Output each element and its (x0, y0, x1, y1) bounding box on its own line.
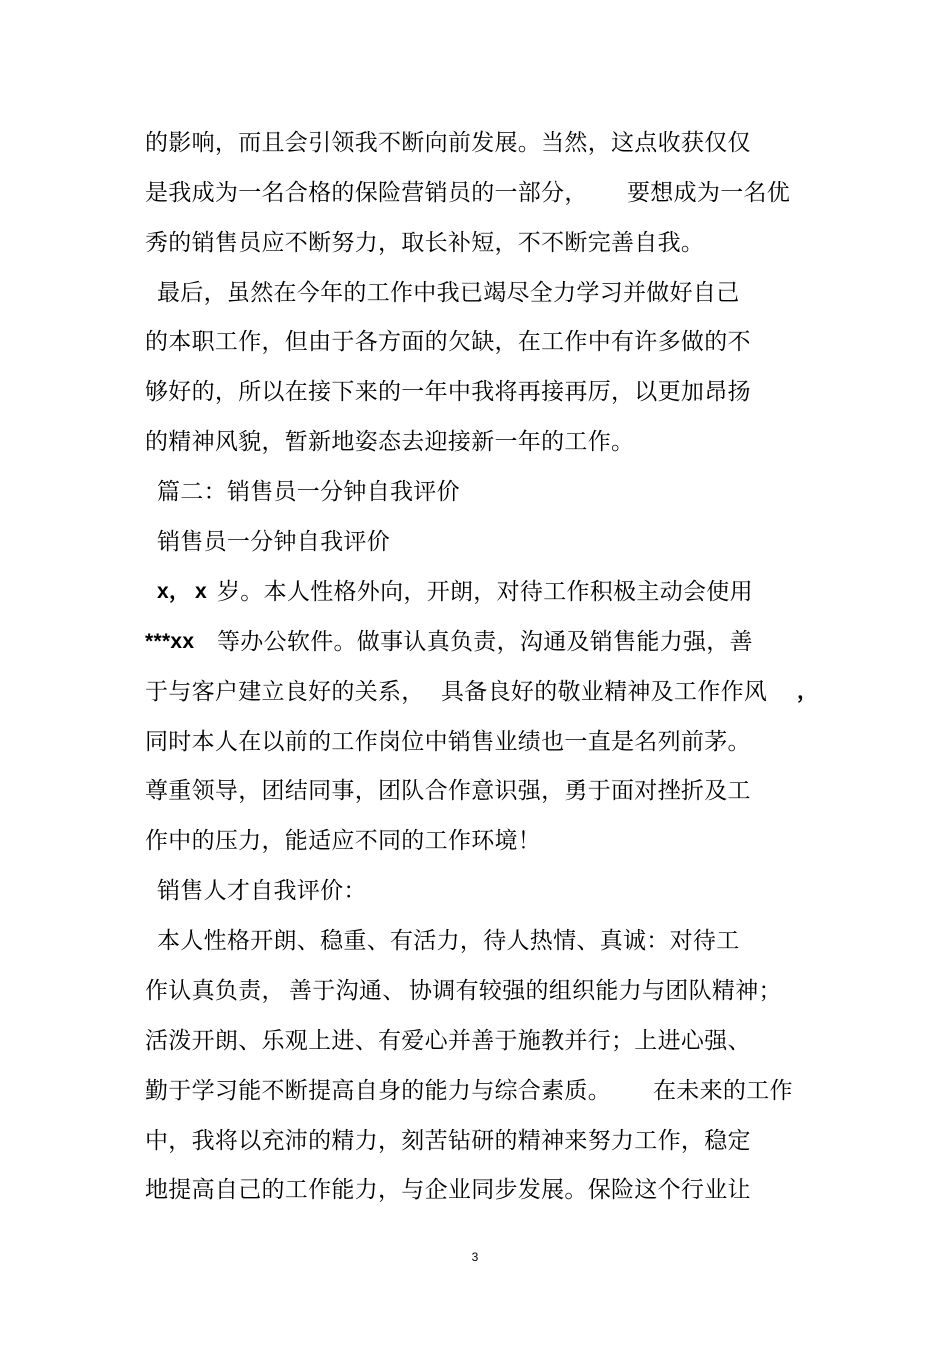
text-segment: x， (157, 580, 191, 603)
text-segment: 要想成为一名优 (627, 180, 791, 206)
page-number: 3 (471, 1250, 479, 1264)
text-line: 作中的压力，能适应不同的工作环境！ (145, 828, 542, 854)
text-segment: ***xx (145, 630, 195, 653)
text-line: 尊重领导，团结同事，团队合作意识强，勇于面对挫折及工 (145, 778, 751, 804)
section-subheading: 销售员一分钟自我评价 (157, 529, 390, 555)
text-segment: 在未来的工作 (653, 1078, 793, 1104)
text-line: 的精神风貌，暂新地姿态去迎接新一年的工作。 (145, 429, 635, 455)
paragraph-start: 最后，虽然在今年的工作中我已竭尽全力学习并做好自己 (157, 280, 740, 306)
text-segment: x (195, 580, 207, 603)
text-segment: 善于沟通、 (289, 978, 406, 1004)
text-line: 地提高自己的工作能力，与企业同步发展。保险这个行业让 (145, 1177, 751, 1203)
text-line: 的影响，而且会引领我不断向前发展。当然，这点收获仅仅 (145, 130, 751, 156)
text-segment: 岁。本人性格外向，开朗，对待工作积极主动会使用 (217, 579, 753, 605)
text-segment: 于与客户建立良好的关系， (145, 679, 425, 705)
text-segment: 具备良好的敬业精神及工作作风 (441, 679, 768, 705)
text-segment: 作认真负责， (145, 978, 285, 1004)
text-segment: 等办公软件。做事认真负责，沟通及销售能力强，善 (217, 629, 753, 655)
text-segment: 是我成为一名合格的保险营销员的一部分， (145, 180, 588, 206)
text-segment: 勤于学习能不断提高自身的能力与综合素质。 (145, 1078, 611, 1104)
text-line: 中，我将以充沛的精力，刻苦钻研的精神来努力工作，稳定 (145, 1128, 751, 1154)
text-segment: ， (797, 680, 819, 703)
section-subheading: 销售人才自我评价： (157, 878, 367, 904)
text-segment: 协调有较强的组织能力与团队精神； (409, 978, 782, 1004)
text-line: 够好的，所以在接下来的一年中我将再接再厉，以更加昂扬 (145, 379, 751, 405)
text-line: 秀的销售员应不断努力，取长补短，不不断完善自我。 (145, 230, 705, 256)
text-line: 同时本人在以前的工作岗位中销售业绩也一直是名列前茅。 (145, 729, 751, 755)
paragraph-start: 本人性格开朗、稳重、有活力，待人热情、真诚：对待工 (157, 928, 740, 954)
text-line: 活泼开朗、乐观上进、有爱心并善于施教并行；上进心强、 (145, 1028, 751, 1054)
text-line: 的本职工作，但由于各方面的欠缺，在工作中有许多做的不 (145, 329, 751, 355)
section-heading: 篇二：销售员一分钟自我评价 (157, 479, 460, 505)
